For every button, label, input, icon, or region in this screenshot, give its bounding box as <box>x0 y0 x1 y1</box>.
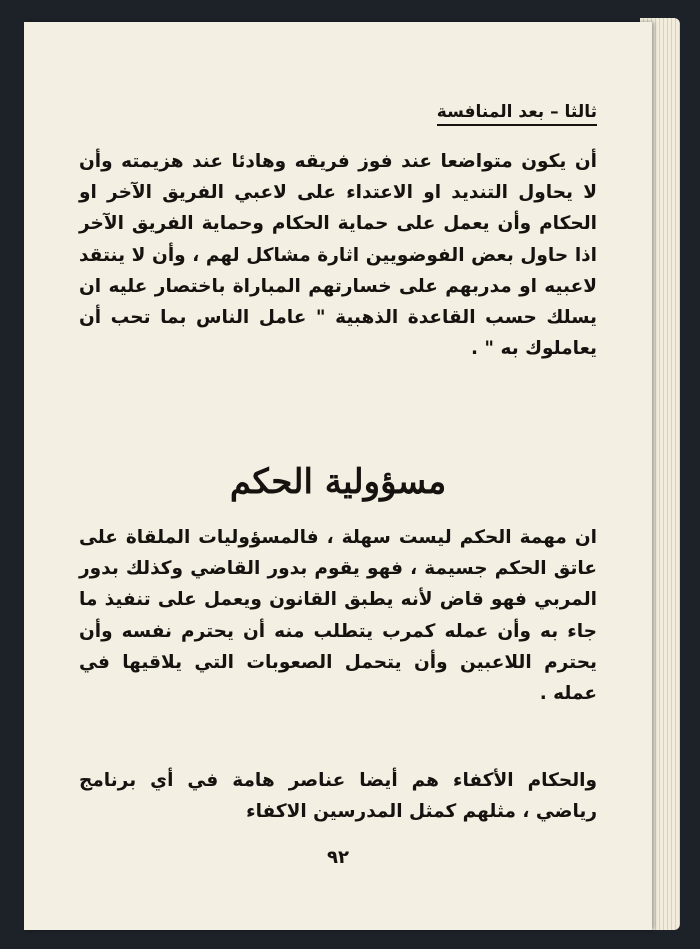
running-header: ثالثا – بعد المنافسة <box>437 102 597 126</box>
section-title: مسؤولية الحكم <box>229 462 447 502</box>
paragraph-3: والحكام الأكفاء هم أيضا عناصر هامة في أي برنامج رياضي ، مثلهم كمثل المدرسين الاكفاء <box>79 770 597 823</box>
paragraph-2: ان مهمة الحكم ليست سهلة ، فالمسؤوليات الملقاة على عاتق الحكم جسيمة ، فهو يقوم بدور القاضي وكذلك بدور المربي فهو قاض لأنه يطبق القانون ويعمل على تنفيذ ما جاء به وأن عمله كمرب يتطلب منه أن يحترم نفسه وأن يحترم اللاعبين وأن يتحمل الصعوبات التي يلاقيها في عمله . <box>79 527 597 705</box>
paragraph-1: أن يكون متواضعا عند فوز فريقه وهادئا عند هزيمته وأن لا يحاول التنديد او الاعتداء على لاعبي الفريق الآخر او الحكام وأن يعمل على حماية الحكام وحماية الفريق الآخر اذا حاول بعض الفوضويين اثارة مشاكل لهم ، وأن لا ينتقد لاعبيه او مدربهم على خسارتهم المباراة باختصار عليه ان يسلك حسب القاعدة الذهبية " عامل الناس بما تحب أن يعاملوك به " . <box>79 151 597 360</box>
book-page <box>24 22 652 930</box>
page-number: ٩٢ <box>327 847 349 868</box>
